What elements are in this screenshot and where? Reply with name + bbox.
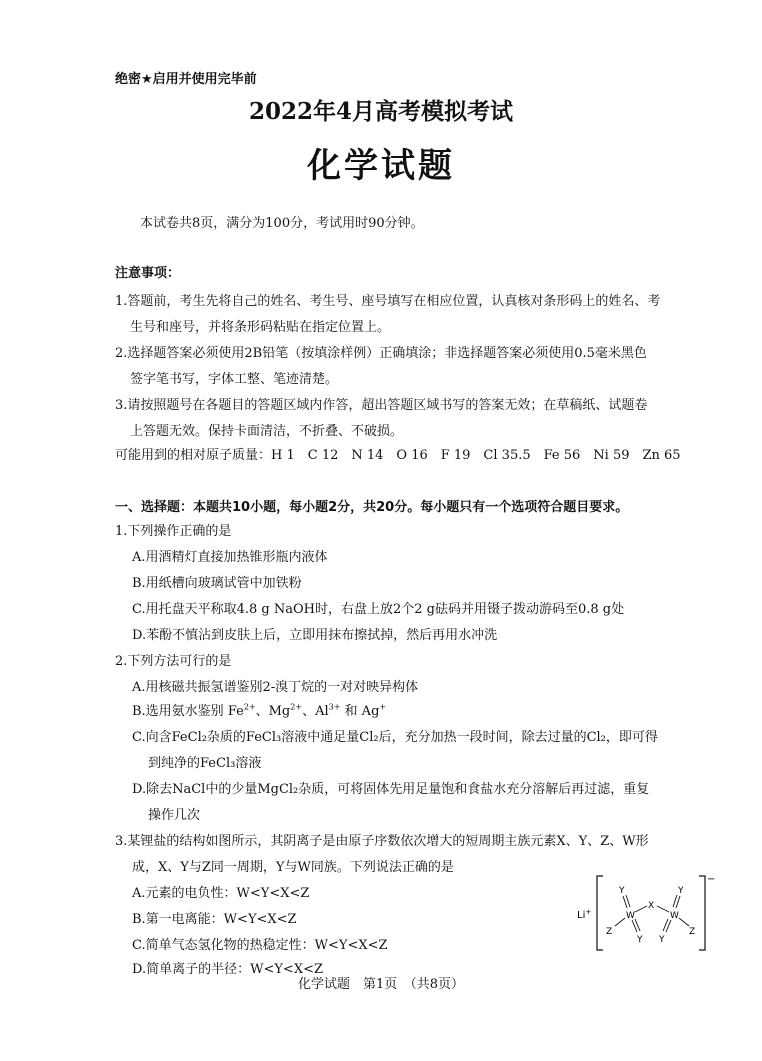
q2-option-d-line-2: 操作几次 <box>148 808 201 823</box>
atom-w-right: W <box>670 911 679 921</box>
note-2-line-2: 签字笔书写，字体工整、笔迹清楚。 <box>130 372 339 387</box>
q2-option-c-line-1: C.向含FeCl₂杂质的FeCl₃溶液中通足量Cl₂后，充分加热一段时间，除去过量的Cl₂，即可得 <box>132 730 658 745</box>
left-bracket <box>597 876 603 950</box>
atom-y-bottom-right: Y <box>659 935 665 945</box>
q3-stem-line-2: 成，X、Y与Z同一周期，Y与W同族。下列说法正确的是 <box>132 860 454 875</box>
q2-option-b: B.选用氨水鉴别 $Fe^{2+}$、$Mg^{2+}$、$Al^{3+}$ 和 Ag+ <box>132 702 387 719</box>
note-1-line-2: 生号和座号，并将条形码粘贴在指定位置上。 <box>130 320 391 335</box>
atomic-masses: 可能用到的相对原子质量：H 1 C 12 N 14 O 16 F 19 Cl 35.5 Fe 56 Ni 59 Zn 65 <box>115 448 681 463</box>
atom-y-bottom-left: Y <box>637 935 643 945</box>
confidential-label: 绝密★启用并使用完毕前 <box>115 72 257 87</box>
bond-w-y-up-right-2 <box>673 895 677 907</box>
page-footer: 化学试题 第1页 （共8页） <box>297 977 465 992</box>
bond-x-w-right <box>657 906 669 912</box>
q2-option-c-line-2: 到纯净的FeCl₃溶液 <box>148 756 262 771</box>
bond-w-y-up-left <box>623 896 627 908</box>
section-1-heading: 一、选择题：本题共10小题，每小题2分，共20分。每小题只有一个选项符合题目要求。 <box>115 500 629 515</box>
atom-w-left: W <box>626 911 635 921</box>
atom-y-top-left: Y <box>619 886 625 896</box>
q3-option-c: C.简单气态氢化物的热稳定性：W<Y<X<Z <box>132 938 388 953</box>
subject-title: 化学试题 <box>307 146 455 186</box>
intro-text: 本试卷共8页，满分为100分，考试用时90分钟。 <box>140 216 424 231</box>
bond-w-y-up-left-2 <box>626 895 630 907</box>
notes-heading: 注意事项： <box>115 266 181 281</box>
right-bracket <box>699 876 705 950</box>
note-3-line-1: 3.请按照题号在各题目的答题区域内作答，超出答题区域书写的答案无效；在草稿纸、试题卷 <box>115 398 648 413</box>
atom-y-top-right: Y <box>678 886 684 896</box>
q3-stem-line-1: 3.某锂盐的结构如图所示，其阴离子是由原子序数依次增大的短周期主族元素X、Y、Z、W形 <box>115 834 649 849</box>
cation-li: Li+ <box>577 908 592 921</box>
q1-option-a: A.用酒精灯直接加热锥形瓶内液体 <box>132 550 328 565</box>
q1-option-c: C.用托盘天平称取4.8 g NaOH时，右盘上放2个2 g砝码并用镊子拨动游码至0.8 g处 <box>132 602 625 617</box>
atom-x: X <box>648 901 655 911</box>
q2-option-d-line-1: D.除去NaCl中的少量MgCl₂杂质，可将固体先用足量饱和食盐水充分溶解后再过滤，重复 <box>132 782 650 797</box>
q1-option-b: B.用纸槽向玻璃试管中加铁粉 <box>132 576 302 591</box>
q3-option-a: A.元素的电负性：W<Y<X<Z <box>132 886 310 901</box>
q2-option-a: A.用核磁共振氢谱鉴别2-溴丁烷的一对对映异构体 <box>132 680 419 695</box>
bond-w-z-right <box>679 918 689 926</box>
lithium-salt-structure <box>575 872 715 954</box>
bond-w-z-left <box>615 918 625 926</box>
atom-z-right: Z <box>689 927 696 937</box>
exam-title: 2022年4月高考模拟考试 <box>248 98 514 125</box>
bond-w-y-up-right <box>676 896 680 908</box>
note-3-line-2: 上答题无效。保持卡面清洁，不折叠、不破损。 <box>130 424 404 439</box>
q1-stem: 1.下列操作正确的是 <box>115 524 232 539</box>
anion-charge: − <box>707 874 715 885</box>
atom-z-left: Z <box>606 927 613 937</box>
q1-option-d: D.苯酚不慎沾到皮肤上后，立即用抹布擦拭掉，然后再用水冲洗 <box>132 628 498 643</box>
bond-w-x-left <box>635 906 647 912</box>
note-1-line-1: 1.答题前，考生先将自己的姓名、考生号、座号填写在相应位置，认真核对条形码上的姓名、考 <box>115 294 661 309</box>
q3-option-d: D.简单离子的半径：W<Y<X<Z <box>132 962 324 977</box>
q3-option-b: B.第一电离能：W<Y<X<Z <box>132 912 297 927</box>
note-2-line-1: 2.选择题答案必须使用2B铅笔（按填涂样例）正确填涂；非选择题答案必须使用0.5毫米黑色 <box>115 346 647 361</box>
q2-stem: 2.下列方法可行的是 <box>115 654 232 669</box>
